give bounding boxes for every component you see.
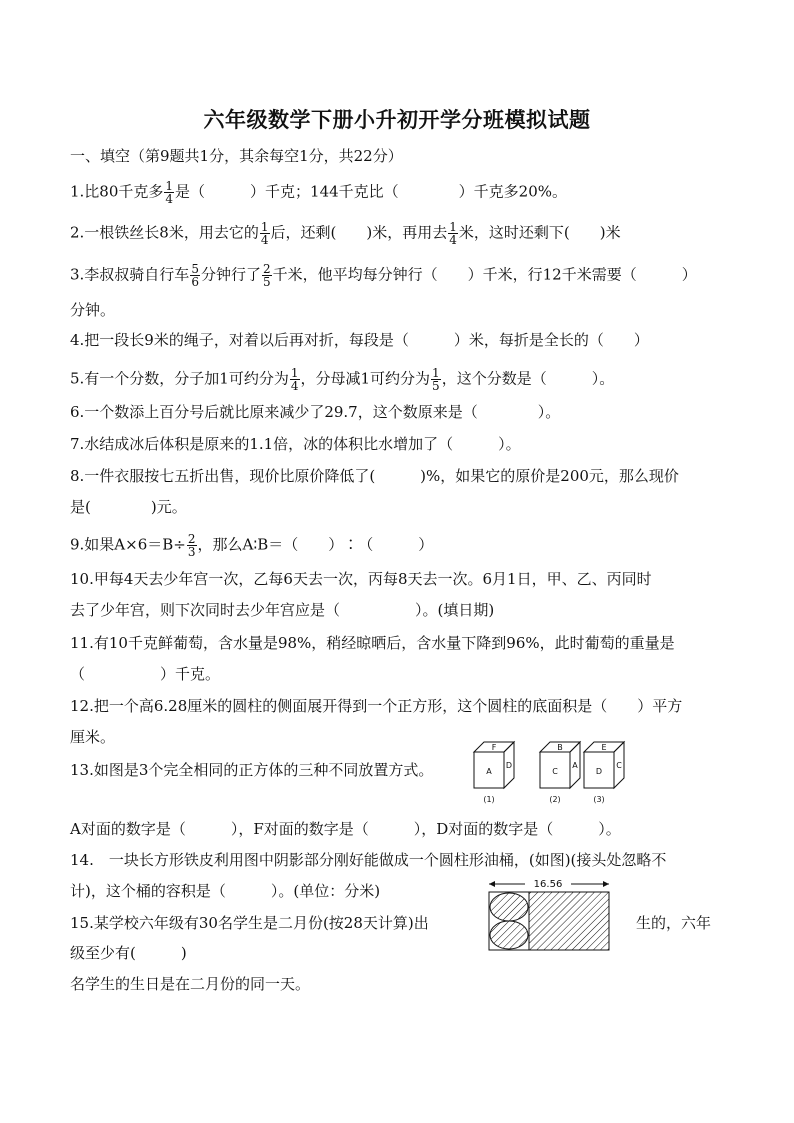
- question-3-continued: 分钟。: [70, 301, 116, 319]
- question-12-continued: 厘米。: [70, 728, 116, 746]
- question-10-continued: 去了少年宫，则下次同时去少年宫应是（ ）。(填日期): [70, 601, 495, 619]
- cube-2-side: A: [572, 761, 578, 770]
- question-14: 14. 一块长方形铁皮利用图中阴影部分刚好能做成一个圆柱形油桶，(如图)(接头处忽略不: [70, 851, 667, 869]
- question-14-continued: 计)，这个桶的容积是（ ）。(单位：分米): [70, 882, 381, 900]
- cube-figures: [470, 736, 640, 806]
- question-15-continued: 级至少有( ): [70, 944, 187, 962]
- cube-2-top: B: [557, 743, 563, 752]
- question-10: 10.甲每4天去少年宫一次，乙每6天去一次，丙每8天去一次。6月1日，甲、乙、丙同时: [70, 570, 652, 588]
- question-13: 13.如图是3个完全相同的正方体的三种不同放置方式。: [70, 761, 434, 779]
- question-3: 3.李叔叔骑自行车 $\frac{5}{6}$ 分钟行了 $\frac{2}{5}$ 千米，他平均每分钟行（ ）千米，行12千米需要（ ）: [70, 262, 697, 289]
- cube-1-front: A: [486, 767, 492, 776]
- section-heading: 一、填空（第9题共1分，其余每空1分，共22分）: [70, 147, 403, 165]
- question-9: 9.如果A×6＝B÷ $\frac{2}{3}$ ，那么A∶B＝（ ）∶（ ）: [70, 532, 434, 559]
- cube-1-caption: (1): [483, 795, 495, 804]
- cube-3-side: C: [616, 761, 622, 770]
- cylinder-net-figure: [485, 874, 613, 954]
- question-15: 15.某学校六年级有30名学生是二月份(按28天计算)出: [70, 914, 429, 932]
- question-6: 6.一个数添上百分号后就比原来减少了29.7，这个数原来是（ ）。: [70, 403, 561, 421]
- cube-2-front: C: [552, 767, 558, 776]
- question-1: 1.比80千克多 $\frac{1}{4}$ 是（ ）千克；144千克比（ ）千克多20%。: [70, 179, 568, 206]
- cube-2-caption: (2): [549, 795, 561, 804]
- question-2: 2.一根铁丝长8米，用去它的 $\frac{1}{4}$ 后，还剩( )米，再用去 $\frac{1}{4}$ 米，这时还剩下( )米: [70, 220, 621, 247]
- question-15-end: 生的，六年: [636, 914, 712, 932]
- question-15-last: 名学生的生日是在二月份的同一天。: [70, 975, 311, 993]
- question-11: 11.有10千克鲜葡萄，含水量是98%，稍经晾晒后，含水量下降到96%，此时葡萄的重量是: [70, 634, 675, 652]
- page-title: 六年级数学下册小升初开学分班模拟试题: [203, 107, 591, 132]
- question-13-answer: A对面的数字是（ ），F对面的数字是（ ），D对面的数字是（ ）。: [70, 820, 621, 838]
- question-7: 7.水结成冰后体积是原来的1.1倍，冰的体积比水增加了（ ）。: [70, 435, 521, 453]
- cube-1-top: F: [491, 743, 497, 752]
- cube-3-top: E: [601, 743, 607, 752]
- question-8: 8.一件衣服按七五折出售，现价比原价降低了( )%，如果它的原价是200元，那么现价: [70, 467, 679, 485]
- question-12: 12.把一个高6.28厘米的圆柱的侧面展开得到一个正方形，这个圆柱的底面积是（ ）平方: [70, 697, 683, 715]
- question-11-continued: （ ）千克。: [70, 665, 221, 683]
- question-5: 5.有一个分数，分子加1可约分为 $\frac{1}{4}$ ，分母减1可约分为 $\frac{1}{5}$ ，这个分数是（ ）。: [70, 366, 615, 393]
- cube-1-side: D: [505, 761, 513, 770]
- cube-3-caption: (3): [593, 795, 605, 804]
- dimension-label: 16.56: [533, 879, 563, 890]
- fraction: $\frac{1}{4}$: [165, 179, 174, 206]
- question-8-continued: 是( )元。: [70, 498, 187, 516]
- question-4: 4.把一段长9米的绳子，对着以后再对折，每段是（ ）米，每折是全长的（ ）: [70, 331, 649, 349]
- cube-3-front: D: [595, 767, 603, 776]
